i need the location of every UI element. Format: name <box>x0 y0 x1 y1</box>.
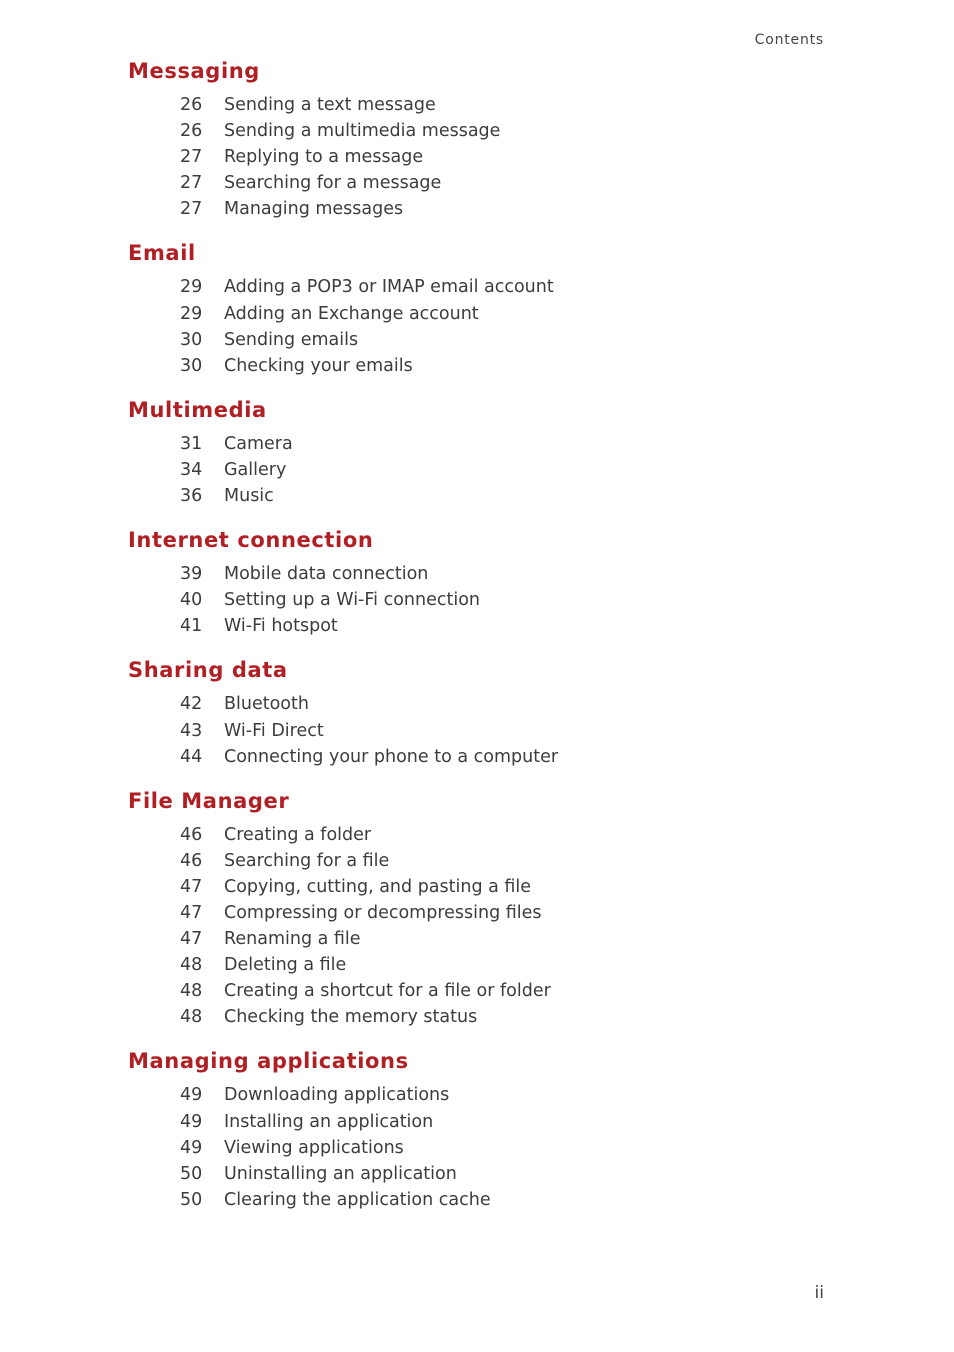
toc-entry-label: Checking the memory status <box>224 1007 478 1028</box>
toc-entry-label: Adding an Exchange account <box>224 303 479 324</box>
toc-entry-label: Adding a POP3 or IMAP email account <box>224 277 554 298</box>
toc-entry[interactable] <box>128 952 828 978</box>
toc-entry-page: 34 <box>180 459 203 480</box>
toc-entry-label: Wi-Fi hotspot <box>224 616 338 637</box>
toc-entry-page: 48 <box>180 1007 203 1028</box>
toc-entry-page: 31 <box>180 433 203 454</box>
toc-entry-page: 40 <box>180 590 203 611</box>
toc-entry-page: 26 <box>180 121 203 142</box>
toc-entry-label: Clearing the application cache <box>224 1189 491 1210</box>
toc-entry-page: 43 <box>180 720 203 741</box>
toc-entry[interactable] <box>128 874 828 900</box>
toc-entry-label: Managing messages <box>224 199 404 220</box>
toc-entry-label: Sending a text message <box>224 95 436 115</box>
toc-entry-label: Searching for a message <box>224 173 442 194</box>
toc-entry-label: Copying, cutting, and pasting a file <box>224 876 532 897</box>
toc-entry-page: 41 <box>180 616 203 637</box>
toc-entry-label: Setting up a Wi-Fi connection <box>224 590 481 611</box>
toc-entry-page: 30 <box>180 329 203 350</box>
toc-entry-page: 27 <box>180 173 203 194</box>
toc-entry-label: Installing an application <box>224 1111 434 1132</box>
toc-entry-label: Deleting a file <box>224 955 347 976</box>
toc-entry-page: 49 <box>180 1085 203 1106</box>
section-title[interactable]: File Manager <box>128 788 290 813</box>
toc-entry[interactable] <box>128 301 828 327</box>
toc-entry-page: 29 <box>180 303 203 324</box>
section-title[interactable]: Messaging <box>128 59 260 83</box>
toc-entry[interactable] <box>128 718 828 744</box>
toc-entry-page: 47 <box>180 902 203 923</box>
toc-entry[interactable] <box>128 587 828 613</box>
toc-entry[interactable] <box>128 353 828 379</box>
toc-entry-label: Music <box>224 486 274 507</box>
toc-entry-page: 47 <box>180 876 203 897</box>
toc-entry-label: Sending emails <box>224 329 359 350</box>
toc-entry-label: Uninstalling an application <box>224 1163 457 1184</box>
toc-entry[interactable] <box>128 1109 828 1135</box>
toc-section <box>128 655 828 769</box>
toc-entry-label: Creating a folder <box>224 824 372 845</box>
toc-entry[interactable] <box>128 1187 828 1213</box>
toc-entry[interactable] <box>128 613 828 639</box>
toc-entry-page: 49 <box>180 1137 203 1158</box>
section-title[interactable]: Sharing data <box>128 658 288 683</box>
toc-entry-label: Connecting your phone to a computer <box>224 746 559 767</box>
toc-entry[interactable] <box>128 978 828 1004</box>
toc-entry-label: Wi-Fi Direct <box>224 720 324 741</box>
toc-entry[interactable] <box>128 900 828 926</box>
toc-entry-label: Bluetooth <box>224 694 309 715</box>
toc-entry-page: 50 <box>180 1163 203 1184</box>
toc-entry-label: Searching for a file <box>224 850 390 871</box>
toc-entry[interactable] <box>128 926 828 952</box>
toc-entry[interactable] <box>128 457 828 483</box>
section-title[interactable]: Email <box>128 241 196 266</box>
toc-entry-page: 49 <box>180 1111 203 1132</box>
table-of-contents <box>128 56 828 1229</box>
toc-entry-page: 44 <box>180 746 203 767</box>
toc-entry-label: Mobile data connection <box>224 564 429 585</box>
toc-entry-label: Downloading applications <box>224 1085 450 1106</box>
section-title[interactable]: Managing applications <box>128 1049 409 1074</box>
toc-entry[interactable] <box>128 744 828 770</box>
toc-entry-page: 50 <box>180 1189 203 1210</box>
toc-entry[interactable] <box>128 144 828 170</box>
toc-entry-page: 48 <box>180 955 203 976</box>
toc-section <box>128 525 828 639</box>
toc-entry-page: 30 <box>180 355 203 376</box>
toc-entry-label: Creating a shortcut for a file or folder <box>224 981 551 1002</box>
toc-entry-page: 26 <box>180 95 203 115</box>
toc-entry-label: Sending a multimedia message <box>224 121 501 142</box>
toc-section <box>128 395 828 509</box>
toc-entry-page: 46 <box>180 824 203 845</box>
toc-entry-label: Replying to a message <box>224 147 424 168</box>
toc-entry[interactable] <box>128 561 828 587</box>
toc-entry[interactable] <box>128 170 828 196</box>
toc-section <box>128 1046 828 1212</box>
toc-entry-page: 29 <box>180 277 203 298</box>
toc-entry-label: Compressing or decompressing files <box>224 902 542 923</box>
toc-entry[interactable] <box>128 691 828 717</box>
toc-entry-label: Viewing applications <box>224 1137 404 1158</box>
toc-entry-label: Camera <box>224 433 293 454</box>
toc-entry-page: 47 <box>180 929 203 950</box>
toc-entry-label: Renaming a file <box>224 929 361 950</box>
section-title[interactable]: Multimedia <box>128 397 267 422</box>
toc-entry[interactable] <box>128 483 828 509</box>
toc-entry[interactable] <box>128 848 828 874</box>
toc-entry-page: 39 <box>180 564 203 585</box>
toc-entry[interactable] <box>128 274 828 300</box>
toc-entry[interactable] <box>128 118 828 144</box>
toc-entry-page: 36 <box>180 486 203 507</box>
toc-entry[interactable] <box>128 822 828 848</box>
toc-entry[interactable] <box>128 431 828 457</box>
toc-entry[interactable] <box>128 92 828 118</box>
toc-entry-label: Gallery <box>224 459 287 480</box>
toc-entry[interactable] <box>128 1082 828 1108</box>
section-title[interactable]: Internet connection <box>128 528 374 553</box>
toc-entry-page: 48 <box>180 981 203 1002</box>
toc-entry-page: 42 <box>180 694 203 715</box>
toc-section <box>128 56 828 222</box>
toc-entry[interactable] <box>128 1135 828 1161</box>
toc-entry[interactable] <box>128 196 828 222</box>
toc-entry-page: 27 <box>180 199 203 220</box>
toc-entry[interactable] <box>128 1004 828 1030</box>
page-number: ii <box>814 1283 824 1303</box>
toc-entry-label: Checking your emails <box>224 355 413 376</box>
running-header: Contents <box>754 32 824 48</box>
toc-entry[interactable] <box>128 327 828 353</box>
toc-entry-page: 46 <box>180 850 203 871</box>
toc-section <box>128 238 828 378</box>
toc-section <box>128 786 828 1031</box>
toc-entry-page: 27 <box>180 147 203 168</box>
toc-entry[interactable] <box>128 1161 828 1187</box>
